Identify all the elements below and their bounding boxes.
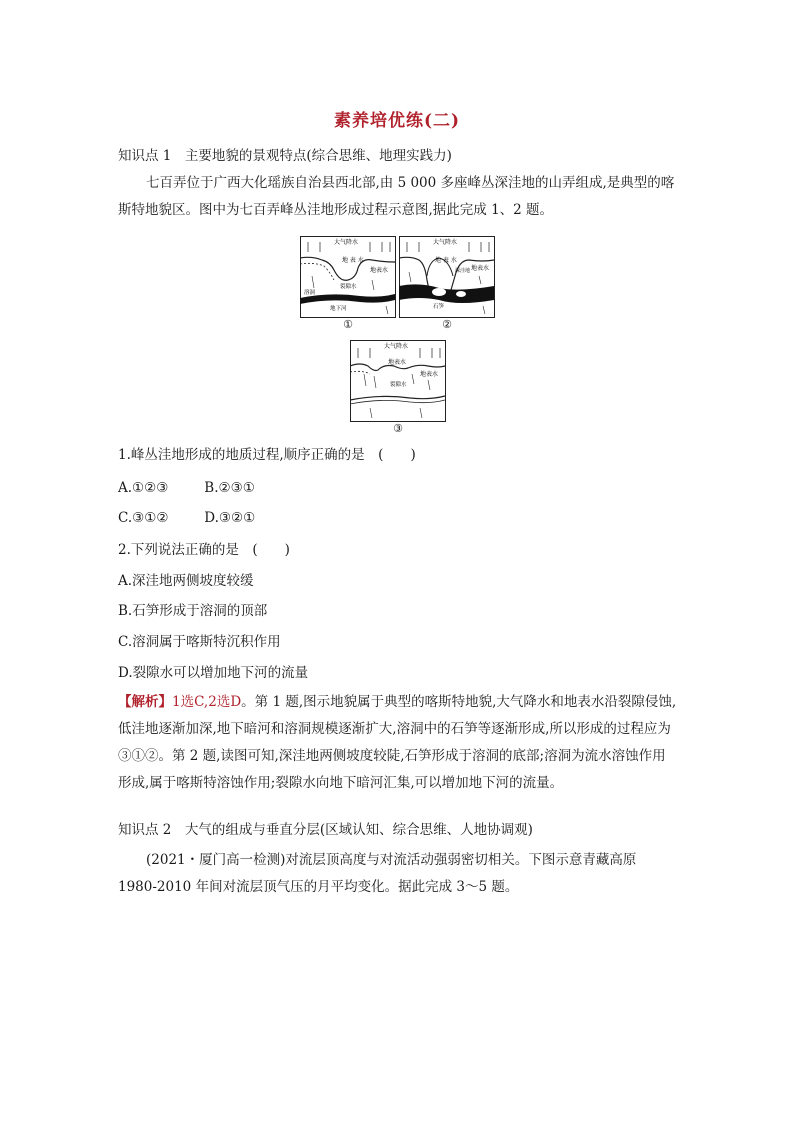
analysis-answer: 1选C,2选D — [172, 694, 242, 710]
figure-2 — [399, 236, 495, 332]
figure-1-rain-label: 大气降水 — [334, 239, 359, 246]
figure-1-river-label: 地下河 — [330, 306, 347, 312]
figure-2-surface-label: 地 表 水 — [435, 257, 457, 264]
figure-2-rain-label: 大气降水 — [433, 239, 458, 246]
question-2-option-b: B.石笋形成于溶洞的顶部 — [118, 603, 268, 619]
section1-heading: 知识点 1 主要地貌的景观特点(综合思维、地理实践力) — [118, 148, 452, 164]
question-2-option-c: C.溶洞属于喀斯特沉积作用 — [118, 634, 281, 650]
figure-2-stone-label: 石笋 — [433, 304, 445, 310]
question-1-options-row-2 — [118, 508, 255, 528]
figure-2-diagram — [399, 236, 495, 318]
question-1-option-b: B.②③① — [204, 480, 255, 496]
page-title: 素养培优练(二) — [333, 111, 461, 131]
figure-1 — [300, 236, 396, 332]
question-2-stem: 2.下列说法正确的是 ( ) — [118, 542, 290, 558]
analysis-body: 。第 1 题,图示地貌属于典型的喀斯特地貌,大气降水和地表水沿裂隙侵蚀,低洼地逐渐加深,地下暗河和溶洞规模逐渐扩大,溶洞中的石笋等逐渐形成,所以形成的过程应为③①②。第 2 题,读图可知,深洼地两侧坡度较陡,石笋形成于溶洞的底部;溶洞为流水溶蚀作用形成,属于喀斯特溶蚀作用;裂隙水向地下暗河汇集,可以增加地下河的流量。 — [118, 694, 677, 791]
question-1-stem: 1.峰丛洼地形成的地质过程,顺序正确的是 ( ) — [118, 447, 416, 463]
figure-3-number: ③ — [393, 422, 403, 435]
section2-intro: (2021・厦门高一检测)对流层顶高度与对流活动强弱密切相关。下图示意青藏高原 1980-2010 年间对流层顶气压的月平均变化。据此完成 3～5 题。 — [118, 852, 637, 895]
figure-3-diagram — [350, 340, 446, 422]
figure-1-surface-label: 地 表 水 — [342, 257, 364, 264]
question-1-option-d: D.③②① — [204, 510, 256, 526]
question-2-option-d: D.裂隙水可以增加地下河的流量 — [118, 665, 309, 681]
figure-2-number: ② — [442, 318, 452, 331]
figure-1-diagram — [300, 236, 396, 318]
figure-1-surface-label-2: 地表水 — [370, 267, 389, 274]
question-1-option-c: C.③①② — [118, 510, 169, 526]
figure-3 — [350, 340, 446, 436]
figure-1-cave-label: 溶洞 — [304, 290, 316, 296]
figure-2-deep-label: 深洼地 — [455, 268, 471, 274]
question-2-option-a: A.深洼地两侧坡度较缓 — [118, 573, 254, 589]
question-1-options-row-1 — [118, 478, 255, 498]
section2-heading: 知识点 2 大气的组成与垂直分层(区域认知、综合思维、人地协调观) — [118, 822, 533, 838]
figure-1-number: ① — [343, 318, 353, 331]
analysis-block — [118, 689, 678, 797]
question-1-option-a: A.①②③ — [118, 480, 169, 496]
figure-1-crack-label: 裂隙水 — [340, 284, 357, 290]
figure-3-crack-label: 裂隙水 — [390, 382, 407, 388]
figure-2-surface-label-2: 地表水 — [471, 265, 490, 272]
figure-3-rain-label: 大气降水 — [384, 343, 409, 350]
analysis-tag: 【解析】 — [118, 694, 172, 710]
section1-intro: 七百弄位于广西大化瑶族自治县西北部,由 5 000 多座峰丛深洼地的山弄组成,是典型的喀斯特地貌区。图中为七百弄峰丛洼地形成过程示意图,据此完成 1、2 题。 — [118, 175, 675, 218]
figure-3-surface-label: 地表水 — [388, 359, 407, 366]
figure-3-surface-label-2: 地表水 — [420, 371, 439, 378]
